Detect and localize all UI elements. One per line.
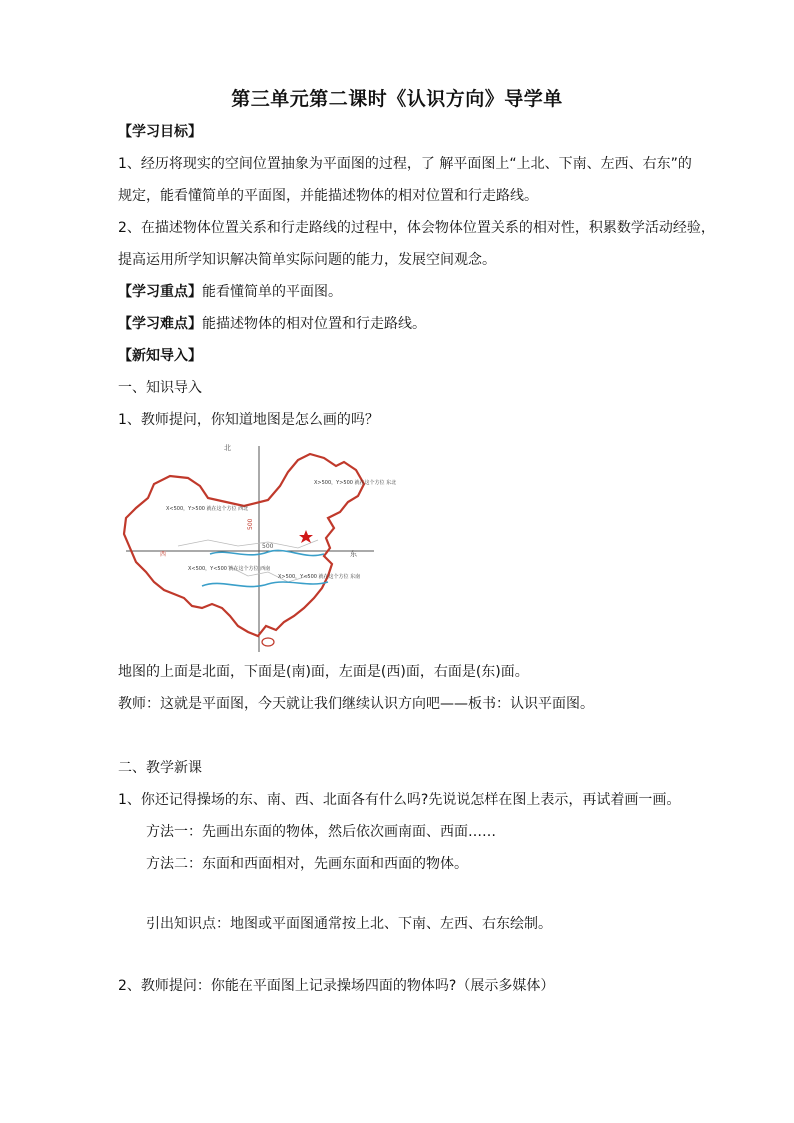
focus-row bbox=[118, 282, 342, 302]
map-north-label: 北 bbox=[224, 444, 231, 452]
teacher-line: 教师：这就是平面图，今天就让我们继续认识方向吧——板书：认识平面图。 bbox=[118, 696, 594, 712]
difficulty-row bbox=[118, 314, 426, 334]
difficulty-text: 能描述物体的相对位置和行走路线。 bbox=[202, 316, 426, 332]
method1: 方法一：先画出东面的物体，然后依次画南面、西面…… bbox=[146, 824, 496, 840]
knowledge-point: 引出知识点：地图或平面图通常按上北、下南、左西、右东绘制。 bbox=[146, 916, 552, 932]
focus-text: 能看懂简单的平面图。 bbox=[202, 284, 342, 300]
province-lines bbox=[178, 540, 318, 548]
goals-heading: 【学习目标】 bbox=[118, 124, 202, 140]
question-2-1: 1、你还记得操场的东、南、西、北面各有什么吗?先说说怎样在图上表示，再试着画一画。 bbox=[118, 792, 681, 808]
map-west-label: 西 bbox=[160, 551, 167, 558]
map-q3-text: X<500，Y<500 就在这个方位 西南 bbox=[188, 566, 271, 572]
goal2-line1: 2、在描述物体位置关系和行走路线的过程中，体会物体位置关系的相对性，积累数学活动经验， bbox=[118, 220, 715, 236]
map-q1-text: X>500，Y>500 就在这个方位 东北 bbox=[314, 480, 397, 486]
map-q2-text: X<500，Y>500 就在这个方位 西北 bbox=[166, 506, 249, 512]
focus-heading: 【学习重点】 bbox=[118, 284, 202, 300]
goal1-line2: 规定，能看懂简单的平面图，并能描述物体的相对位置和行走路线。 bbox=[118, 188, 538, 204]
capital-star-icon bbox=[299, 530, 313, 543]
map-east-label: 东 bbox=[350, 550, 357, 558]
china-map-figure bbox=[118, 436, 397, 654]
question1: 1、教师提问，你知道地图是怎么画的吗？ bbox=[118, 412, 379, 428]
intro-heading: 【新知导入】 bbox=[118, 348, 202, 364]
page-title: 第三单元第二课时《认识方向》导学单 bbox=[231, 88, 563, 110]
yangtze-river bbox=[202, 582, 328, 587]
hainan-island-outline bbox=[262, 638, 274, 646]
map-axis-y-label: 500 bbox=[247, 518, 254, 530]
difficulty-heading: 【学习难点】 bbox=[118, 316, 202, 332]
map-axis-x-label: 500 bbox=[262, 543, 274, 550]
section1-title: 一、知识导入 bbox=[118, 380, 202, 396]
method2: 方法二：东面和西面相对，先画东面和西面的物体。 bbox=[146, 856, 468, 872]
question-2-2: 2、教师提问：你能在平面图上记录操场四面的物体吗?（展示多媒体） bbox=[118, 978, 555, 994]
map-answer: 地图的上面是北面，下面是(南)面，左面是(西)面，右面是(东)面。 bbox=[118, 664, 529, 680]
goal1-line1: 1、经历将现实的空间位置抽象为平面图的过程，了 解平面图上“上北、下南、左西、右东”的 bbox=[118, 156, 692, 172]
goal2-line2: 提高运用所学知识解决简单实际问题的能力，发展空间观念。 bbox=[118, 252, 496, 268]
section2-title: 二、教学新课 bbox=[118, 760, 202, 776]
map-q4-text: X>500，Y<500 就在这个方位 东南 bbox=[278, 574, 361, 580]
